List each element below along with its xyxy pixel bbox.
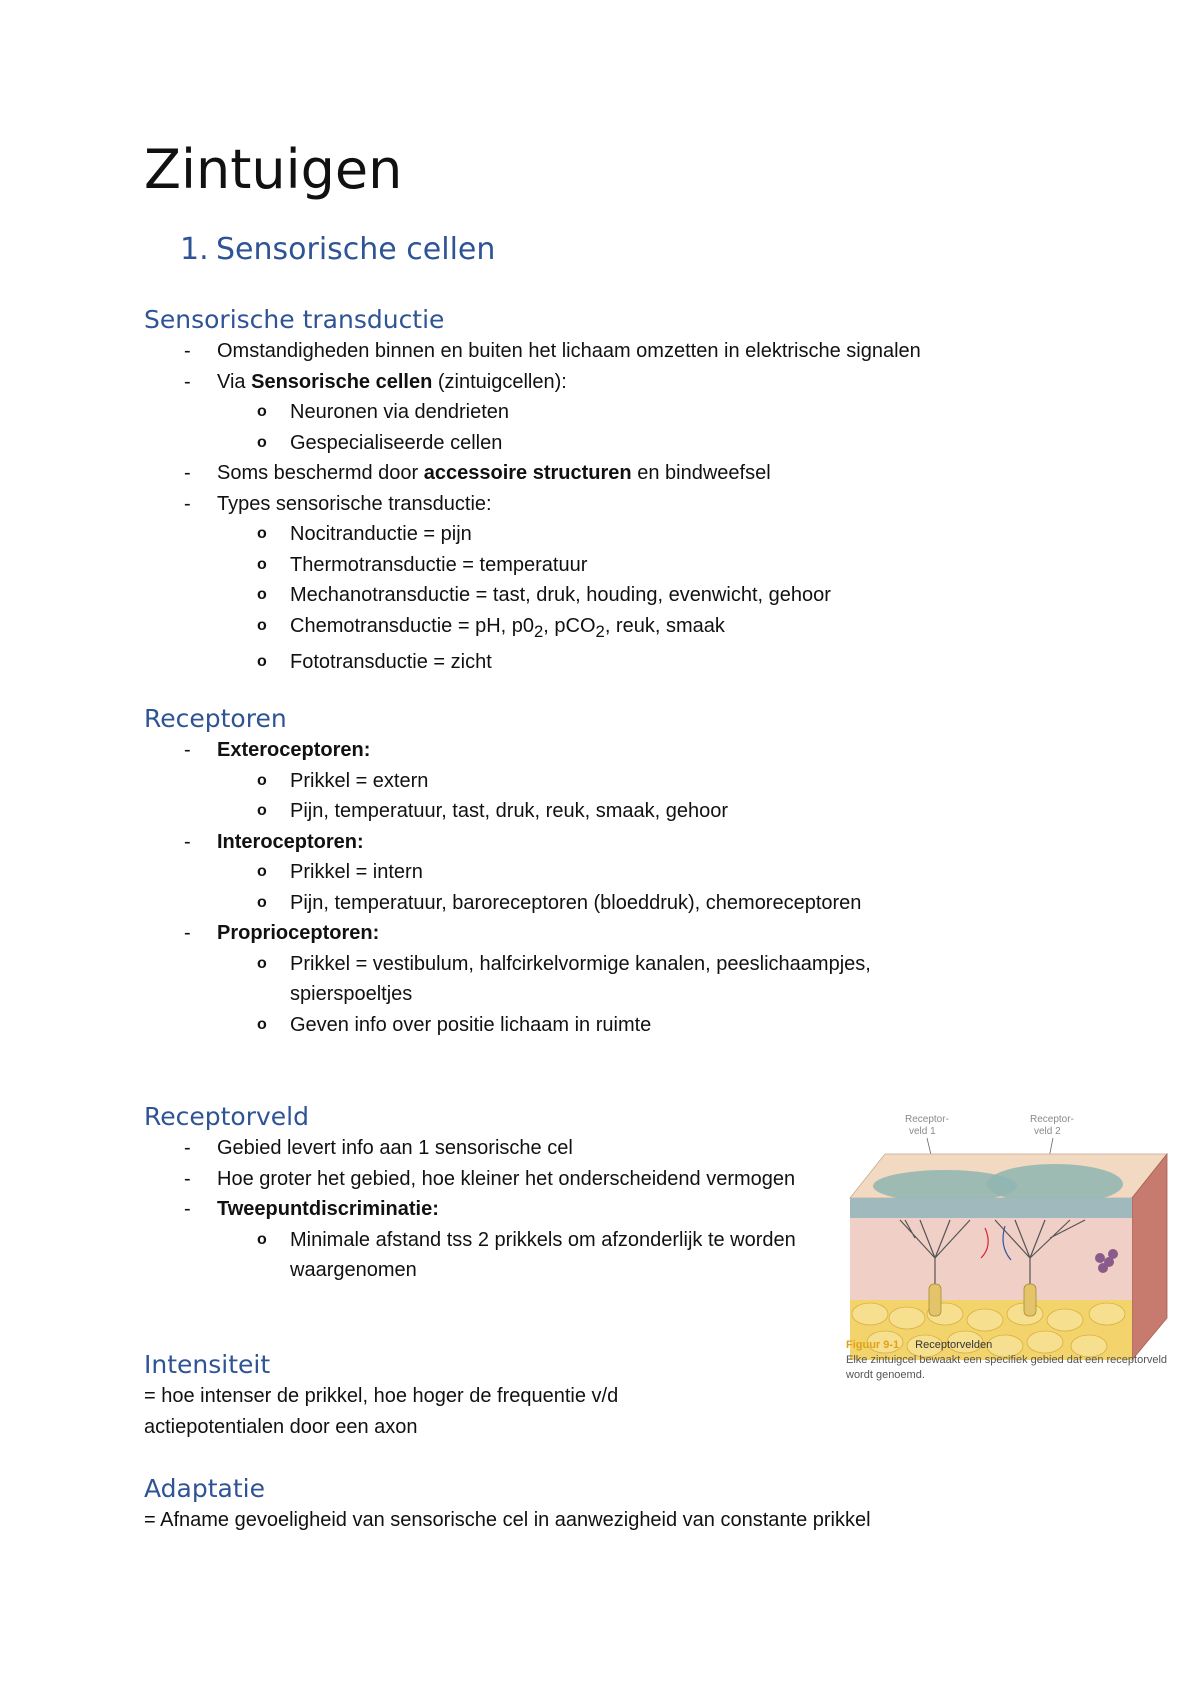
list-item: - Interoceptoren: o Prikkel = intern o Pijn, temperatuur, baroreceptoren (bloeddruk), chemoreceptoren — [144, 827, 977, 919]
heading-sensorische-transductie: Sensorische transductie — [144, 305, 445, 334]
sub-list-item: o Chemotransductie = pH, $p0_2$, pCO$_2$, reuk, smaak — [217, 611, 921, 648]
list-item: - Soms beschermd door accessoire structuren en bindweefsel — [184, 462, 771, 484]
heading-intensiteit: Intensiteit — [144, 1350, 271, 1379]
sub-list-item: o Pijn, temperatuur, tast, druk, reuk, smaak, gehoor — [217, 796, 977, 827]
bullet-circle-icon: o — [257, 802, 267, 819]
bullet-circle-icon: o — [257, 954, 267, 972]
sub-list-item: o Fototransductie = zicht — [217, 647, 921, 678]
sub-list-item: o Neuronen via dendrieten — [217, 397, 921, 428]
bullet-circle-icon: o — [257, 403, 267, 420]
section-number: 1. — [180, 232, 209, 267]
bullet-circle-icon: o — [257, 525, 267, 542]
nerve-capsule-2 — [1024, 1284, 1036, 1316]
figure-caption-text: Elke zintuigcel bewaakt een specifiek gebied dat een receptorveld wordt genoemd. — [846, 1354, 1168, 1381]
list-item: - Exteroceptoren: o Prikkel = extern o Pijn, temperatuur, tast, druk, reuk, smaak, gehoor — [144, 735, 977, 827]
receptorveld-list — [144, 1133, 804, 1286]
heading-receptoren: Receptoren — [144, 704, 287, 733]
sub-list-item: o Pijn, temperatuur, baroreceptoren (bloeddruk), chemoreceptoren — [217, 888, 977, 919]
heading-adaptatie: Adaptatie — [144, 1474, 265, 1503]
sub-list-item: o Nocitranductie = pijn — [217, 519, 921, 550]
svg-text:veld 1: veld 1 — [909, 1126, 936, 1137]
bullet-circle-icon: o — [257, 586, 267, 603]
figure-caption — [846, 1338, 1176, 1383]
figure-label-receptorveld-1: Receptor- — [905, 1114, 949, 1125]
adaptatie-text: = Afname gevoeligheid van sensorische cel in aanwezigheid van constante prikkel — [144, 1509, 871, 1531]
list-item: - Proprioceptoren: o Prikkel = vestibulum, halfcirkelvormige kanalen, peeslichaampjes, spierspoeltjes o Geven info over positie lichaam in ruimte — [144, 918, 977, 1040]
sub-list-item: o Gespecialiseerde cellen — [217, 428, 921, 459]
receptoren-list — [144, 735, 977, 1040]
list-item: - Omstandigheden binnen en buiten het lichaam omzetten in elektrische signalen — [184, 340, 921, 362]
sub-list-item: o Geven info over positie lichaam in ruimte — [217, 1010, 977, 1041]
intensiteit-text: = hoe intenser de prikkel, hoe hoger de frequentie v/d actiepotentialen door een axon — [144, 1385, 619, 1438]
sub-list-item: o Minimale afstand tss 2 prikkels om afzonderlijk te worden waargenomen — [217, 1225, 804, 1286]
page-title: Zintuigen — [144, 138, 403, 201]
bullet-circle-icon: o — [257, 863, 267, 880]
bullet-circle-icon: o — [257, 653, 267, 670]
bullet-circle-icon: o — [257, 771, 267, 789]
sub-list-item: o Prikkel = vestibulum, halfcirkelvormige kanalen, peeslichaampjes, spierspoeltjes — [217, 949, 977, 1010]
list-item: - Tweepuntdiscriminatie: o Minimale afstand tss 2 prikkels om afzonderlijk te worden waargenomen — [144, 1194, 804, 1286]
list-item: - Via Sensorische cellen (zintuigcellen): o Neuronen via dendrieten o Gespecialiseerde cellen — [144, 367, 921, 459]
figure-label-receptorveld-2: Receptor- — [1030, 1114, 1074, 1125]
sub-list-item: o Prikkel = extern — [217, 766, 977, 797]
list-item: - Types sensorische transductie: o Nocitranductie = pijn o Thermotransductie = temperatuur o Mechanotransductie = tast, druk, houding, evenwicht, gehoor o Chemotransductie = pH, $p0_2$, pCO$_2$, reuk, smaak o Fototransductie = zicht — [144, 489, 921, 678]
sub-list-item: o Prikkel = intern — [217, 857, 977, 888]
nerve-capsule-1 — [929, 1284, 941, 1316]
figure-title: Receptorvelden — [915, 1339, 993, 1351]
section-title: Sensorische cellen — [216, 232, 496, 267]
epidermis-layer — [850, 1198, 1132, 1218]
bullet-circle-icon: o — [257, 1230, 267, 1248]
svg-text:veld 2: veld 2 — [1034, 1126, 1061, 1137]
bullet-circle-icon: o — [257, 433, 267, 451]
bullet-circle-icon: o — [257, 555, 267, 573]
list-item: - Hoe groter het gebied, hoe kleiner het onderscheidend vermogen — [184, 1167, 796, 1190]
figure-number: Figuur 9-1 — [846, 1339, 900, 1351]
transductie-list — [144, 336, 921, 678]
sub-list-item: o Thermotransductie = temperatuur — [217, 550, 921, 581]
section-heading-sensorische-cellen — [180, 232, 495, 268]
bullet-circle-icon: o — [257, 616, 267, 634]
bullet-circle-icon: o — [257, 893, 267, 911]
heading-receptorveld: Receptorveld — [144, 1102, 309, 1131]
list-item: - Gebied levert info aan 1 sensorische cel — [184, 1137, 573, 1159]
dermis-layer — [850, 1218, 1132, 1300]
bullet-circle-icon: o — [257, 1015, 267, 1033]
sub-list-item: o Mechanotransductie = tast, druk, houding, evenwicht, gehoor — [217, 580, 921, 611]
